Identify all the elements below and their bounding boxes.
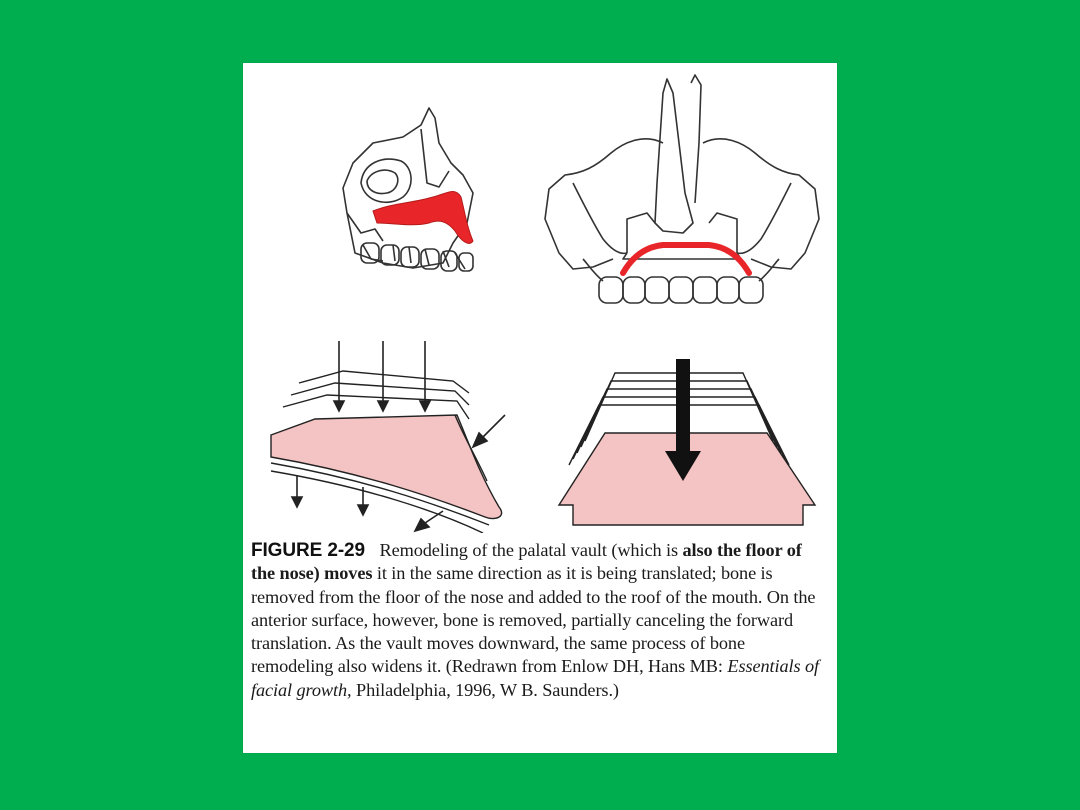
skull-lateral-illustration <box>343 108 473 271</box>
figure-caption <box>251 539 829 702</box>
skull-frontal-illustration <box>545 75 819 303</box>
palatal-vault-lateral-diagram <box>271 341 505 533</box>
caption-bold-text: also the floor of the nose) moves <box>251 540 802 584</box>
figure-illustrations <box>243 63 837 533</box>
figure-card <box>243 63 837 753</box>
palatal-vault-frontal-diagram <box>559 359 815 525</box>
caption-italic-title: Essentials of facial growth, <box>251 656 820 700</box>
caption-text-3: Philadelphia, 1996, W B. Saunders.) <box>356 679 619 700</box>
palate-red-lateral <box>373 192 473 244</box>
caption-text-1: Remodeling of the palatal vault (which is <box>379 540 678 560</box>
figure-label: FIGURE 2-29 <box>251 540 365 561</box>
caption-text-2: it in the same direction as it is being translated; bone is removed from the floor of the nose and added to the roof of the mouth. On the anterior surface, however, bone is removed, partially canceling the forward translation. As the vault moves downward, the same process of bone remodeling also widens it. (Redrawn from Enlow DH, Hans MB: <box>251 563 816 677</box>
pink-vault-band <box>271 415 502 519</box>
